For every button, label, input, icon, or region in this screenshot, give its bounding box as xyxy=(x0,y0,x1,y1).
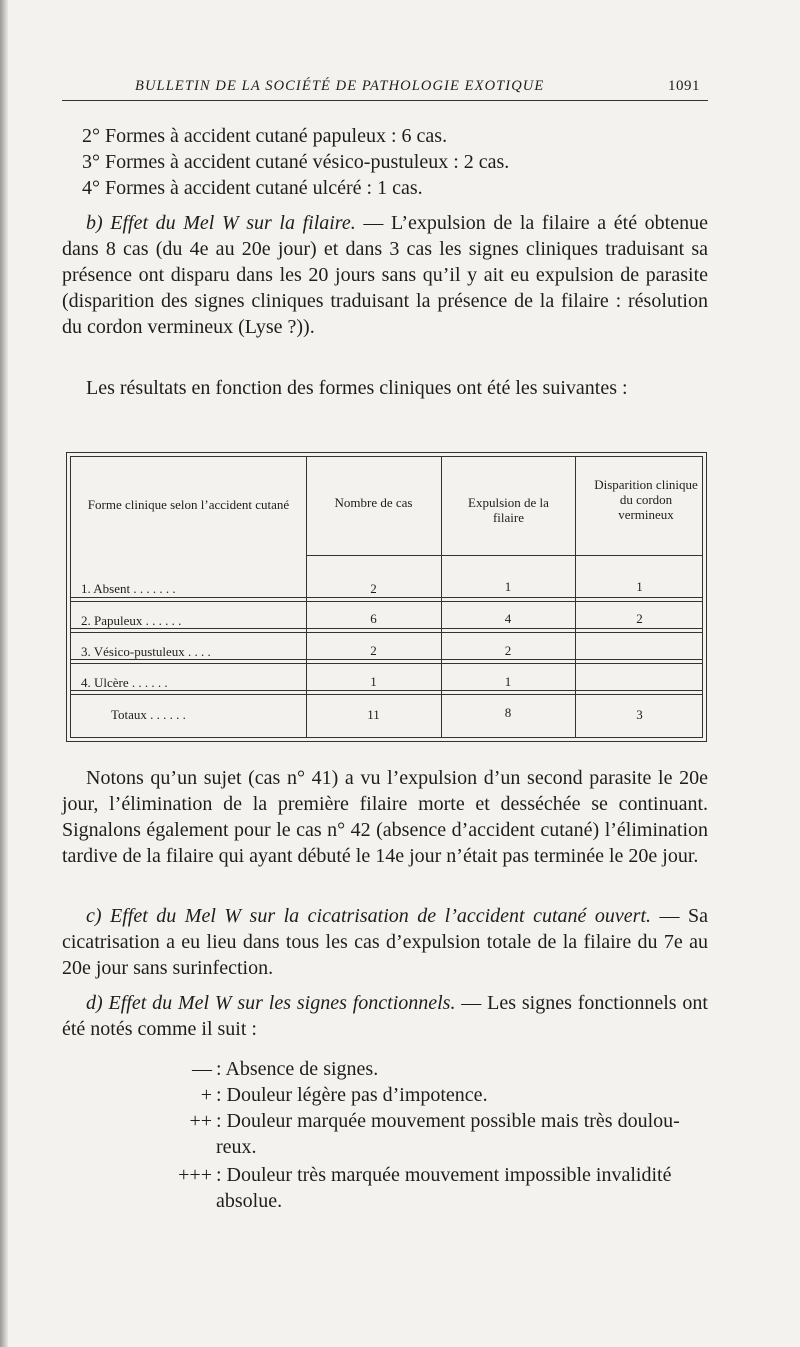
section-b xyxy=(62,210,708,340)
leader-dots: . . . . . . xyxy=(131,675,168,690)
list-item: 2° Formes à accident cutané papuleux : 6 cas. xyxy=(82,125,448,147)
notons-paragraph xyxy=(62,765,708,869)
sign-symbol: +++ xyxy=(178,1164,212,1186)
section-b-body: — L’expulsion de la filaire a été obtenue dans 8 cas (du 4e au 20e jour) et dans 3 cas les signes cliniques traduisant sa présence ont disparu dans les 20 jours sans qu’il y ait eu expulsion de parasite (disparition des signes cliniques traduisant la présence de la filaire : résolution du cordon vermineux (Lyse ?)). xyxy=(62,212,708,338)
row-label: 2. Papuleux xyxy=(81,613,143,628)
col-header-forme: Forme clinique selon l’accident cutané xyxy=(87,497,290,512)
cell-disparition: 2 xyxy=(636,611,643,626)
cell-nombre: 1 xyxy=(370,674,377,689)
results-intro-text: Les résultats en fonction des formes cliniques ont été les suivantes : xyxy=(86,377,628,399)
section-d-heading: d) Effet du Mel W sur les signes fonctionnels. xyxy=(86,992,456,1014)
row-label: 3. Vésico-pustuleux xyxy=(81,644,185,659)
row-label: 4. Ulcère xyxy=(81,675,129,690)
cell-nombre: 6 xyxy=(370,611,377,626)
sign-symbol: + xyxy=(200,1084,212,1106)
col-header-nombre: Nombre de cas xyxy=(334,495,413,510)
notons-text: Notons qu’un sujet (cas n° 41) a vu l’expulsion d’un second parasite le 20e jour, l’élimination de la première filaire morte et desséchée se continuant. Signalons également pour le cas n° 42 (absence d’accident cutané) l’élimination tardive de la filaire qui ayant débuté le 14e jour n’était pas terminée le 20e jour. xyxy=(62,767,708,867)
col-header-expulsion: Expulsion de la filaire xyxy=(468,495,549,525)
sign-text: : Absence de signes. xyxy=(216,1058,379,1080)
leader-dots: . . . . . . xyxy=(145,613,182,628)
cell-disparition: 1 xyxy=(636,579,643,594)
section-c-body: — Sa cicatrisation a eu lieu dans tous les cas d’expulsion totale de la filaire du 7e au 20e jour sans surinfection. xyxy=(62,905,708,979)
cell-nombre: 11 xyxy=(367,707,380,722)
results-intro xyxy=(62,375,708,401)
cell-expulsion: 2 xyxy=(504,643,512,658)
results-table xyxy=(66,452,707,742)
sign-text: : Douleur marquée mouvement possible mais très doulou- reux. xyxy=(216,1110,680,1158)
list-item xyxy=(62,1108,708,1160)
list-item xyxy=(62,1082,708,1108)
section-d-body: — Les signes fonctionnels ont été notés comme il suit : xyxy=(62,992,708,1040)
cell-nombre: 2 xyxy=(370,581,377,596)
section-d xyxy=(62,990,708,1042)
running-header xyxy=(62,76,708,101)
list-item: 3° Formes à accident cutané vésico-pustuleux : 2 cas. xyxy=(82,151,510,173)
cell-expulsion: 4 xyxy=(504,611,512,626)
leader-dots: . . . . . . xyxy=(150,707,186,722)
signs-legend xyxy=(62,1056,708,1214)
row-label: 1. Absent xyxy=(81,581,131,596)
col-header-disparition: Disparition clinique du cordon vermineux xyxy=(594,477,698,522)
section-c-heading: c) Effet du Mel W sur la cicatrisation de l’accident cutané ouvert. xyxy=(86,905,651,927)
cell-expulsion: 1 xyxy=(504,579,512,594)
cell-expulsion: 8 xyxy=(504,705,512,720)
sign-symbol: ++ xyxy=(189,1110,212,1132)
page-number: 1091 xyxy=(668,78,700,94)
journal-title: BULLETIN DE LA SOCIÉTÉ DE PATHOLOGIE EXOTIQUE xyxy=(135,78,545,94)
cell-expulsion: 1 xyxy=(504,674,512,689)
row-label: Totaux xyxy=(111,707,147,722)
sign-text: : Douleur très marquée mouvement impossible invalidité absolue. xyxy=(216,1164,672,1212)
section-b-heading: b) Effet du Mel W sur la filaire. xyxy=(86,212,356,234)
page-binding-edge xyxy=(0,0,8,1347)
sign-symbol: — xyxy=(192,1058,212,1080)
forms-list xyxy=(62,123,708,201)
cell-disparition: 3 xyxy=(636,707,643,722)
section-c xyxy=(62,903,708,981)
leader-dots: . . . . . . . xyxy=(133,581,176,596)
cell-nombre: 2 xyxy=(370,643,377,658)
list-item xyxy=(62,1162,708,1214)
sign-text: : Douleur légère pas d’impotence. xyxy=(216,1084,488,1106)
list-item xyxy=(62,1056,708,1082)
list-item: 4° Formes à accident cutané ulcéré : 1 cas. xyxy=(82,177,423,199)
leader-dots: . . . . xyxy=(188,644,211,659)
